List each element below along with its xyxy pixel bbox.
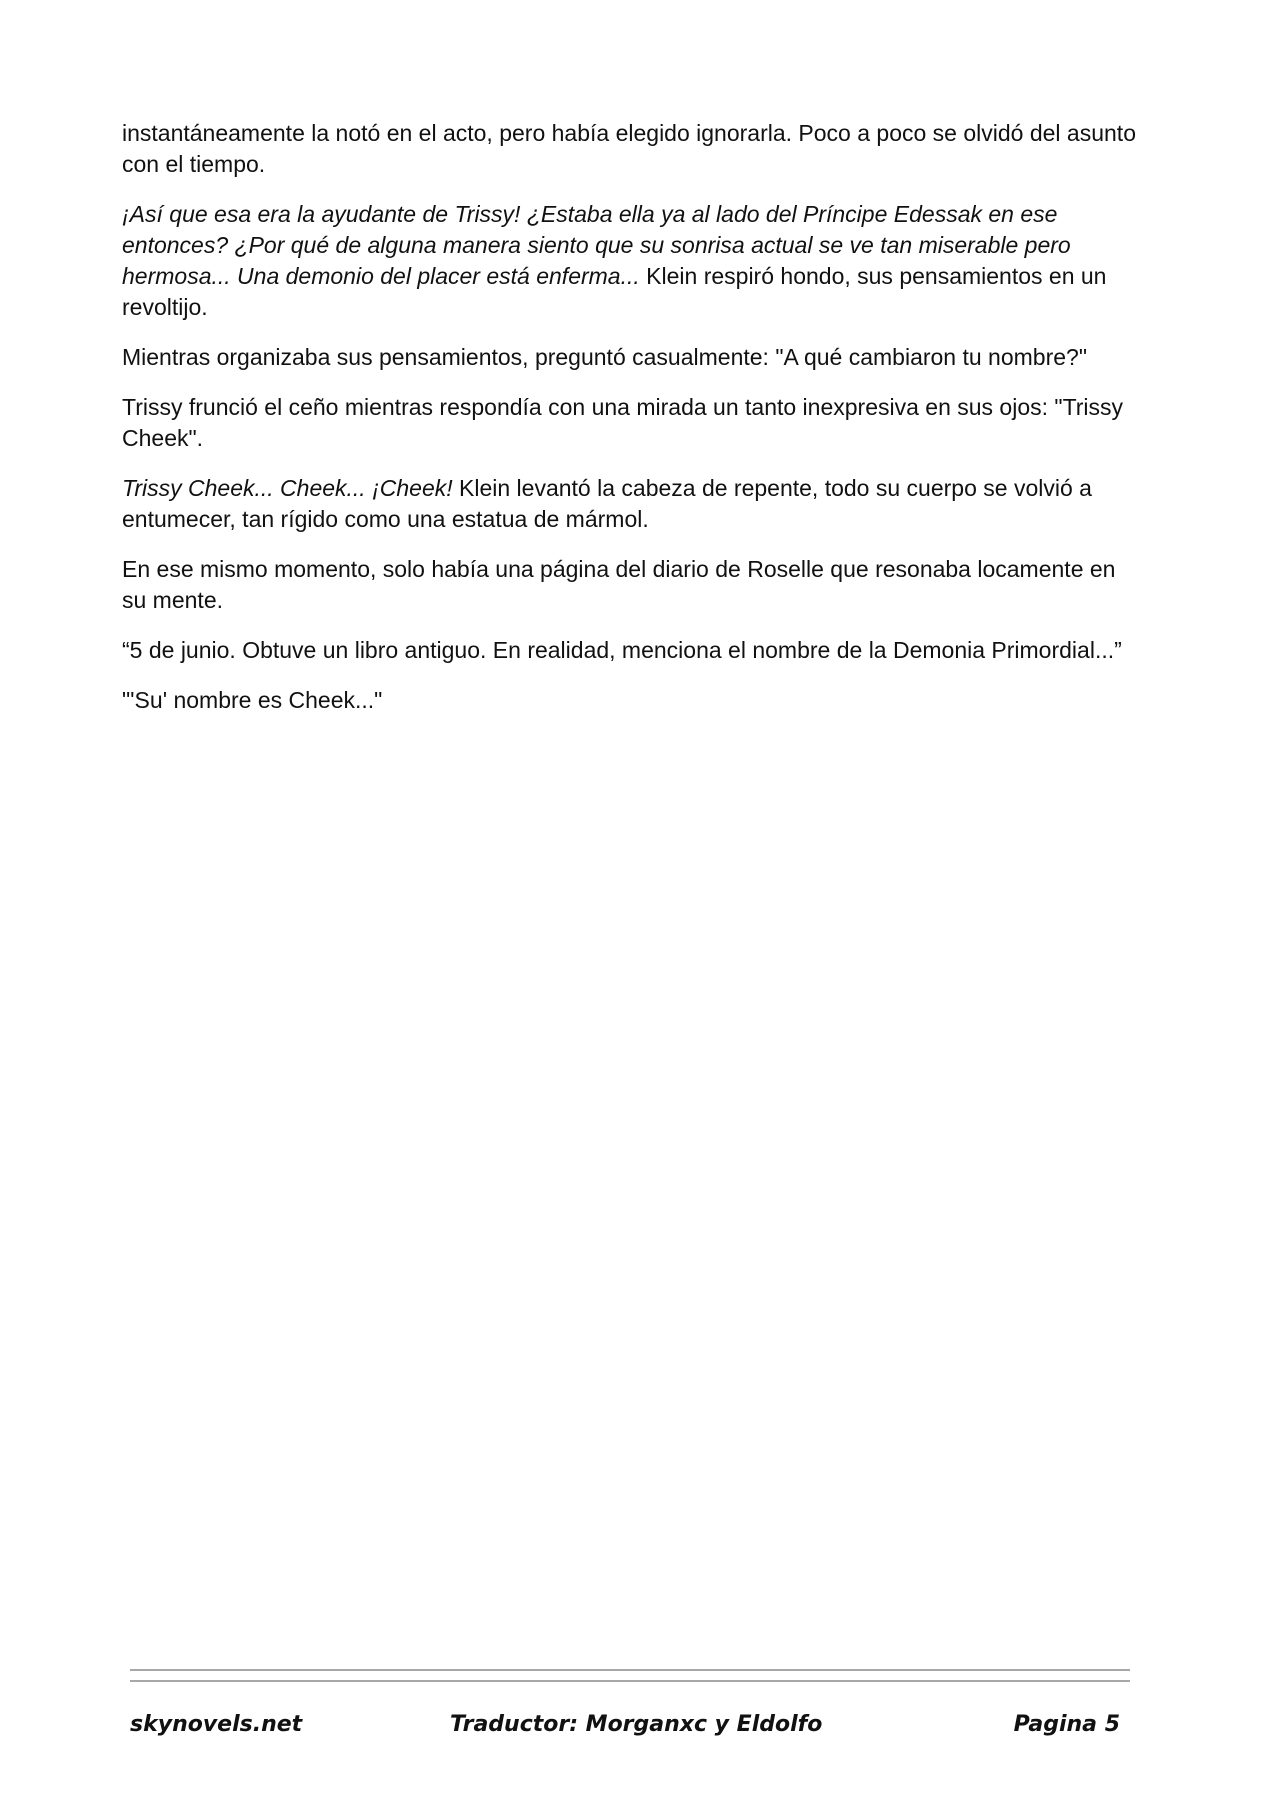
footer-site: skynovels.net [130,1712,303,1737]
footer-rule-top [130,1669,1130,1671]
paragraph [122,199,1142,323]
paragraph-text: En ese mismo momento, solo había una página del diario de Roselle que resonaba locamente en su mente. [122,556,1116,613]
paragraph [122,473,1142,535]
footer-rule-bottom [130,1680,1130,1682]
footer-translator: Traductor: Morganxc y Eldolfo [450,1712,823,1737]
paragraph [122,635,1142,666]
paragraph-italic-text: ¡Así que esa era la ayudante de Trissy! ¿Estaba ella ya al lado del Príncipe Edessak en ese entonces? ¿Por qué de alguna manera siento que su sonrisa actual se ve tan miserable pero hermosa... Una demonio del placer está enferma... [122,201,1071,289]
paragraph-text: Klein levantó la cabeza de repente, todo su cuerpo se volvió a entumecer, tan rígido como una estatua de mármol. [122,475,1092,532]
paragraph-italic-text: Trissy Cheek... Cheek... ¡Cheek! [122,475,453,501]
footer-page-number: Pagina 5 [1013,1712,1120,1737]
paragraph-text: Klein respiró hondo, sus pensamientos en un revoltijo. [122,263,1107,320]
paragraph-text: "'Su' nombre es Cheek..." [122,687,383,713]
paragraph [122,392,1142,454]
paragraph-text: “5 de junio. Obtuve un libro antiguo. En realidad, menciona el nombre de la Demonia Primordial...” [122,637,1122,663]
paragraph-text: instantáneamente la notó en el acto, pero había elegido ignorarla. Poco a poco se olvidó del asunto con el tiempo. [122,120,1136,177]
paragraph [122,554,1142,616]
paragraph [122,118,1142,180]
footer-divider [130,1669,1130,1691]
paragraph [122,685,1142,716]
document-body [122,118,1142,735]
paragraph [122,342,1142,373]
paragraph-text: Trissy frunció el ceño mientras respondía con una mirada un tanto inexpresiva en sus ojos: "Trissy Cheek". [122,394,1124,451]
page-footer [130,1712,1130,1746]
paragraph-text: Mientras organizaba sus pensamientos, preguntó casualmente: "A qué cambiaron tu nombre?" [122,344,1088,370]
